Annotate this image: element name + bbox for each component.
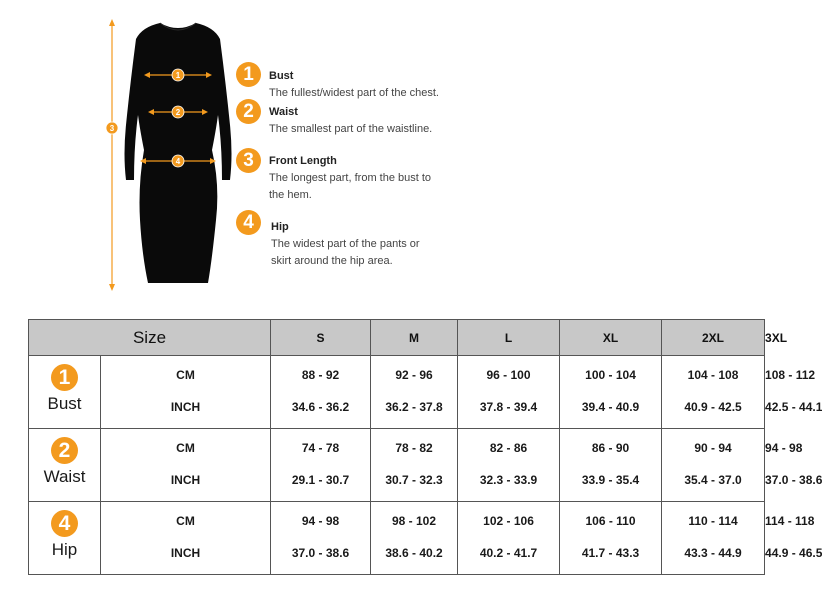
inch-value: 33.9 - 35.4: [581, 473, 640, 487]
size-value-cell: [560, 429, 662, 502]
dress-illustration: [100, 15, 250, 295]
unit-cm-label: CM: [176, 441, 195, 455]
cm-value: 74 - 78: [301, 441, 340, 455]
inch-value: 39.4 - 40.9: [581, 400, 640, 414]
measurement-name: Waist: [43, 467, 86, 486]
guide-arrow-bottom: [109, 284, 115, 291]
unit-cm-label: CM: [176, 368, 195, 382]
inch-value: 40.2 - 41.7: [479, 546, 538, 560]
size-column-header: S: [271, 320, 371, 356]
front-length-mark-label: 3: [109, 124, 115, 133]
measurement-name: Bust: [47, 394, 82, 413]
size-value-cell: [560, 356, 662, 429]
size-value-cell: [458, 502, 560, 575]
guide-arrow-top: [109, 19, 115, 26]
legend-description: The longest part, from the bust to the hem.: [269, 172, 432, 201]
inch-value: 37.0 - 38.6: [291, 546, 350, 560]
size-column-header: M: [371, 320, 458, 356]
inch-value: 29.1 - 30.7: [291, 473, 350, 487]
size-header: Size: [29, 320, 271, 356]
cm-value: 102 - 106: [483, 514, 534, 528]
measurement-label-cell: [29, 356, 271, 429]
waist-mark-label: 2: [175, 108, 181, 117]
cm-value: 106 - 110: [585, 514, 636, 528]
size-value-cell: [662, 429, 765, 502]
size-value-cell: [458, 429, 560, 502]
cm-value: 104 - 108: [687, 368, 739, 382]
size-column-header: 2XL: [662, 320, 765, 356]
legend-description: The widest part of the pants or skirt around the hip area.: [271, 238, 420, 267]
size-value-cell: [371, 429, 458, 502]
cm-value: 90 - 94: [694, 441, 732, 455]
unit-cm-label: CM: [176, 514, 195, 528]
inch-value: 40.9 - 42.5: [684, 400, 742, 414]
size-value-cell: [271, 356, 371, 429]
inch-value: 41.7 - 43.3: [581, 546, 640, 560]
table-row: 2 Waist CM INCH 74 - 78 29.1 - 30.7 78 - 82 30.7 - 32.3 82 - 86 32.3 - 33.9 86 - 90 33.9 - 35.4 90 - 94 35.4 - 37.0 94 - 98 37.0 - 38.6: [29, 429, 765, 502]
unit-inch-label: INCH: [170, 400, 201, 414]
unit-inch-label: INCH: [170, 473, 201, 487]
legend-title: Hip: [271, 221, 289, 233]
table-row: 1 Bust CM INCH 88 - 92 34.6 - 36.2 92 - 96 36.2 - 37.8 96 - 100 37.8 - 39.4 100 - 104 39.4 - 40.9 104 - 108 40.9 - 42.5 108 - 112 42.5 - 44.1: [29, 356, 765, 429]
cm-value: 92 - 96: [395, 368, 433, 382]
inch-value: 36.2 - 37.8: [385, 400, 443, 414]
front-length-number-badge: 3: [236, 148, 261, 173]
size-value-cell: [662, 502, 765, 575]
size-value-cell: [371, 356, 458, 429]
cm-value: 98 - 102: [391, 514, 437, 528]
size-chart-table: [28, 319, 822, 575]
cm-value: 94 - 98: [301, 514, 340, 528]
legend-title: Waist: [269, 106, 298, 118]
table-row: 4 Hip CM INCH 94 - 98 37.0 - 38.6 98 - 102 38.6 - 40.2 102 - 106 40.2 - 41.7 106 - 110 41.7 - 43.3 110 - 114 43.3 - 44.9 114 - 118 44.9 - 46.5: [29, 502, 765, 575]
legend-title: Bust: [269, 70, 294, 82]
measurement-number-badge: 1: [51, 364, 78, 391]
cm-value: 110 - 114: [688, 514, 738, 528]
measurement-number-badge: 2: [51, 437, 78, 464]
cm-value: 96 - 100: [486, 368, 531, 382]
unit-inch-label: INCH: [170, 546, 201, 560]
measurement-label-cell: [29, 502, 271, 575]
inch-value: 32.3 - 33.9: [479, 473, 538, 487]
measurement-number-badge: 4: [51, 510, 78, 537]
inch-value: 35.4 - 37.0: [684, 473, 742, 487]
size-value-cell: [458, 356, 560, 429]
table-header-row: Size S M L XL 2XL 3XL: [29, 320, 765, 356]
size-value-cell: [271, 502, 371, 575]
legend-title: Front Length: [269, 155, 337, 167]
size-column-header: L: [458, 320, 560, 356]
cm-value: 78 - 82: [395, 441, 433, 455]
inch-value: 30.7 - 32.3: [385, 473, 443, 487]
size-value-cell: [662, 356, 765, 429]
measurement-name: Hip: [51, 540, 78, 559]
inch-value: 43.3 - 44.9: [684, 546, 742, 560]
cm-value: 82 - 86: [489, 441, 528, 455]
cm-value: 100 - 104: [585, 368, 636, 382]
size-value-cell: [271, 429, 371, 502]
legend-description: The smallest part of the waistline.: [269, 123, 433, 135]
inch-value: 38.6 - 40.2: [385, 546, 443, 560]
bust-number-badge: 1: [236, 62, 261, 87]
size-value-cell: [560, 502, 662, 575]
hip-mark-label: 4: [175, 157, 181, 166]
cm-value: 86 - 90: [591, 441, 630, 455]
inch-value: 34.6 - 36.2: [291, 400, 350, 414]
waist-number-badge: 2: [236, 99, 261, 124]
size-value-cell: [371, 502, 458, 575]
measurement-label-cell: [29, 429, 271, 502]
cm-value: 88 - 92: [301, 368, 340, 382]
size-column-header: XL: [560, 320, 662, 356]
hip-number-badge: 4: [236, 210, 261, 235]
dress-shape: [125, 23, 232, 283]
inch-value: 37.8 - 39.4: [479, 400, 538, 414]
legend-description: The fullest/widest part of the chest.: [269, 87, 439, 99]
bust-mark-label: 1: [175, 71, 181, 80]
